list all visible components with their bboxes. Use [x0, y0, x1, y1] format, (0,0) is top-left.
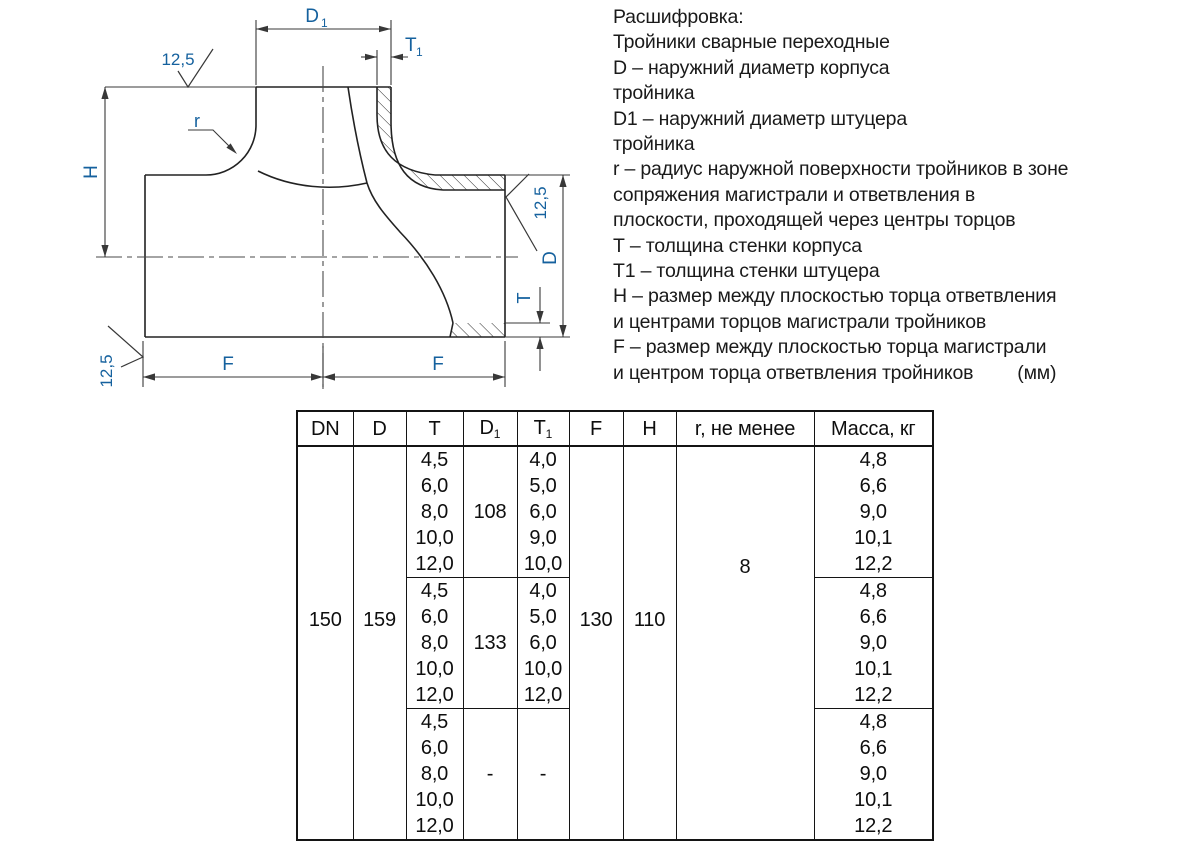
table-header-row — [297, 411, 933, 446]
t1-dimension-label: T — [405, 35, 417, 56]
header-f: F — [569, 411, 623, 446]
cell-mass: 12,2 — [814, 551, 933, 578]
cell-mass: 6,6 — [814, 473, 933, 499]
legend-last-line — [613, 361, 1188, 386]
legend-line: Н – размер между плоскостью торца ответвления — [613, 285, 1057, 308]
cell-mass: 12,2 — [814, 813, 933, 840]
cell-mass: 4,8 — [814, 709, 933, 736]
d-dimension-label: D — [540, 251, 561, 265]
cell-t: 6,0 — [406, 735, 463, 761]
cell-d1: - — [463, 709, 517, 841]
t1-arrow-right — [391, 54, 403, 60]
cell-mass: 9,0 — [814, 761, 933, 787]
d1-arrow-right — [379, 26, 391, 32]
dimensions-table — [296, 410, 934, 841]
cell-t: 10,0 — [406, 656, 463, 682]
d1-dimension-label: D — [305, 6, 319, 27]
bore-transition-curve — [348, 87, 453, 323]
body-wall-hatch — [450, 323, 505, 337]
h-dimension-label: H — [81, 165, 102, 179]
cell-dn: 150 — [297, 446, 353, 840]
legend-line: F – размер между плоскостью торца магистрали — [613, 336, 1047, 359]
cell-t: 4,5 — [406, 709, 463, 736]
cell-t: 12,0 — [406, 551, 463, 578]
cell-t: 10,0 — [406, 525, 463, 551]
legend-block — [613, 5, 1188, 386]
legend-line-text: и центром торца ответвления тройников — [613, 361, 974, 384]
legend-line: тройника — [613, 133, 695, 156]
cell-t1: 6,0 — [517, 499, 569, 525]
cell-d: 159 — [353, 446, 406, 840]
t1-arrow-left — [365, 54, 377, 60]
cell-t1: 5,0 — [517, 473, 569, 499]
cell-t1: 4,0 — [517, 578, 569, 605]
centerlines — [96, 66, 518, 389]
cell-mass: 6,6 — [814, 604, 933, 630]
roughness-bottom-label: 12,5 — [97, 354, 116, 388]
d-arrow-top — [559, 175, 566, 187]
cell-f: 130 — [569, 446, 623, 840]
header-t1: $T_1$ — [517, 411, 569, 446]
cell-mass: 4,8 — [814, 578, 933, 605]
cell-t1: 4,0 — [517, 446, 569, 473]
r-dimension-label: r — [194, 111, 200, 131]
f-left-dimension-label: F — [222, 354, 234, 375]
cell-mass: 10,1 — [814, 656, 933, 682]
tee-technical-drawing — [0, 0, 600, 410]
h-arrow-top — [101, 87, 108, 99]
cell-t: 8,0 — [406, 499, 463, 525]
f-right-dimension-label: F — [432, 354, 444, 375]
t-arrow-lower — [536, 337, 543, 349]
roughness-right-label: 12,5 — [531, 186, 550, 220]
cell-mass: 9,0 — [814, 499, 933, 525]
cell-t1: 10,0 — [517, 656, 569, 682]
table-row — [297, 446, 933, 473]
cell-t: 6,0 — [406, 473, 463, 499]
t-dimension-label: T — [514, 292, 534, 304]
cell-t1: 12,0 — [517, 682, 569, 709]
header-d1: $D_1$ — [463, 411, 517, 446]
legend-line: D – наружний диаметр корпуса — [613, 56, 890, 79]
cell-t1: 6,0 — [517, 630, 569, 656]
r-leader-line — [188, 130, 235, 152]
legend-line: Т – толщина стенки корпуса — [613, 234, 862, 257]
legend-title: Расшифровка: — [613, 6, 744, 28]
cell-mass: 10,1 — [814, 525, 933, 551]
t-arrow-upper — [536, 311, 543, 323]
cell-t1: 5,0 — [517, 604, 569, 630]
cell-mass: 12,2 — [814, 682, 933, 709]
d-arrow-bottom — [559, 325, 566, 337]
saddle-arc — [258, 171, 367, 187]
f-arrow-far-left — [143, 373, 155, 380]
legend-line: r – радиус наружной поверхности тройников в зоне — [613, 158, 1069, 181]
legend-unit-label: (мм) — [1017, 361, 1057, 384]
legend-line: D1 – наружний диаметр штуцера — [613, 107, 907, 130]
h-arrow-bottom — [101, 245, 108, 257]
cell-t: 10,0 — [406, 787, 463, 813]
t1-dimension-label-sub: 1 — [416, 45, 423, 59]
cell-t: 4,5 — [406, 578, 463, 605]
cell-mass: 10,1 — [814, 787, 933, 813]
f-arrow-center-right — [311, 373, 323, 380]
header-t: T — [406, 411, 463, 446]
legend-line: и центрами торцов магистрали тройников — [613, 310, 987, 333]
legend-line: Тройники сварные переходные — [613, 31, 890, 54]
cell-t: 12,0 — [406, 813, 463, 840]
legend-line: сопряжения магистрали и ответвления в — [613, 183, 976, 206]
cell-t: 12,0 — [406, 682, 463, 709]
header-dn: DN — [297, 411, 353, 446]
cell-mass: 4,8 — [814, 446, 933, 473]
legend-line: Т1 – толщина стенки штуцера — [613, 260, 880, 283]
cell-d1: 108 — [463, 446, 517, 578]
f-arrow-far-right — [493, 373, 505, 380]
d1-dimension-label-sub: 1 — [321, 16, 328, 30]
roughness-top-label: 12,5 — [161, 50, 195, 69]
cell-t1: - — [517, 709, 569, 841]
header-h: H — [623, 411, 676, 446]
cell-t: 8,0 — [406, 761, 463, 787]
cell-mass: 6,6 — [814, 735, 933, 761]
header-d: D — [353, 411, 406, 446]
cell-t: 4,5 — [406, 446, 463, 473]
cell-d1: 133 — [463, 578, 517, 709]
cell-mass: 9,0 — [814, 630, 933, 656]
legend-line: тройника — [613, 82, 695, 105]
d1-arrow-left — [256, 26, 268, 32]
cell-t: 6,0 — [406, 604, 463, 630]
legend-line: плоскости, проходящей через центры торцов — [613, 209, 1016, 232]
f-arrow-center-left — [323, 373, 335, 380]
cell-t1: 10,0 — [517, 551, 569, 578]
cell-t1: 9,0 — [517, 525, 569, 551]
cell-t: 8,0 — [406, 630, 463, 656]
cell-r: 8 — [676, 446, 814, 840]
header-mass: Масса, кг — [814, 411, 933, 446]
cell-h: 110 — [623, 446, 676, 840]
header-r-min: r, не менее — [676, 411, 814, 446]
